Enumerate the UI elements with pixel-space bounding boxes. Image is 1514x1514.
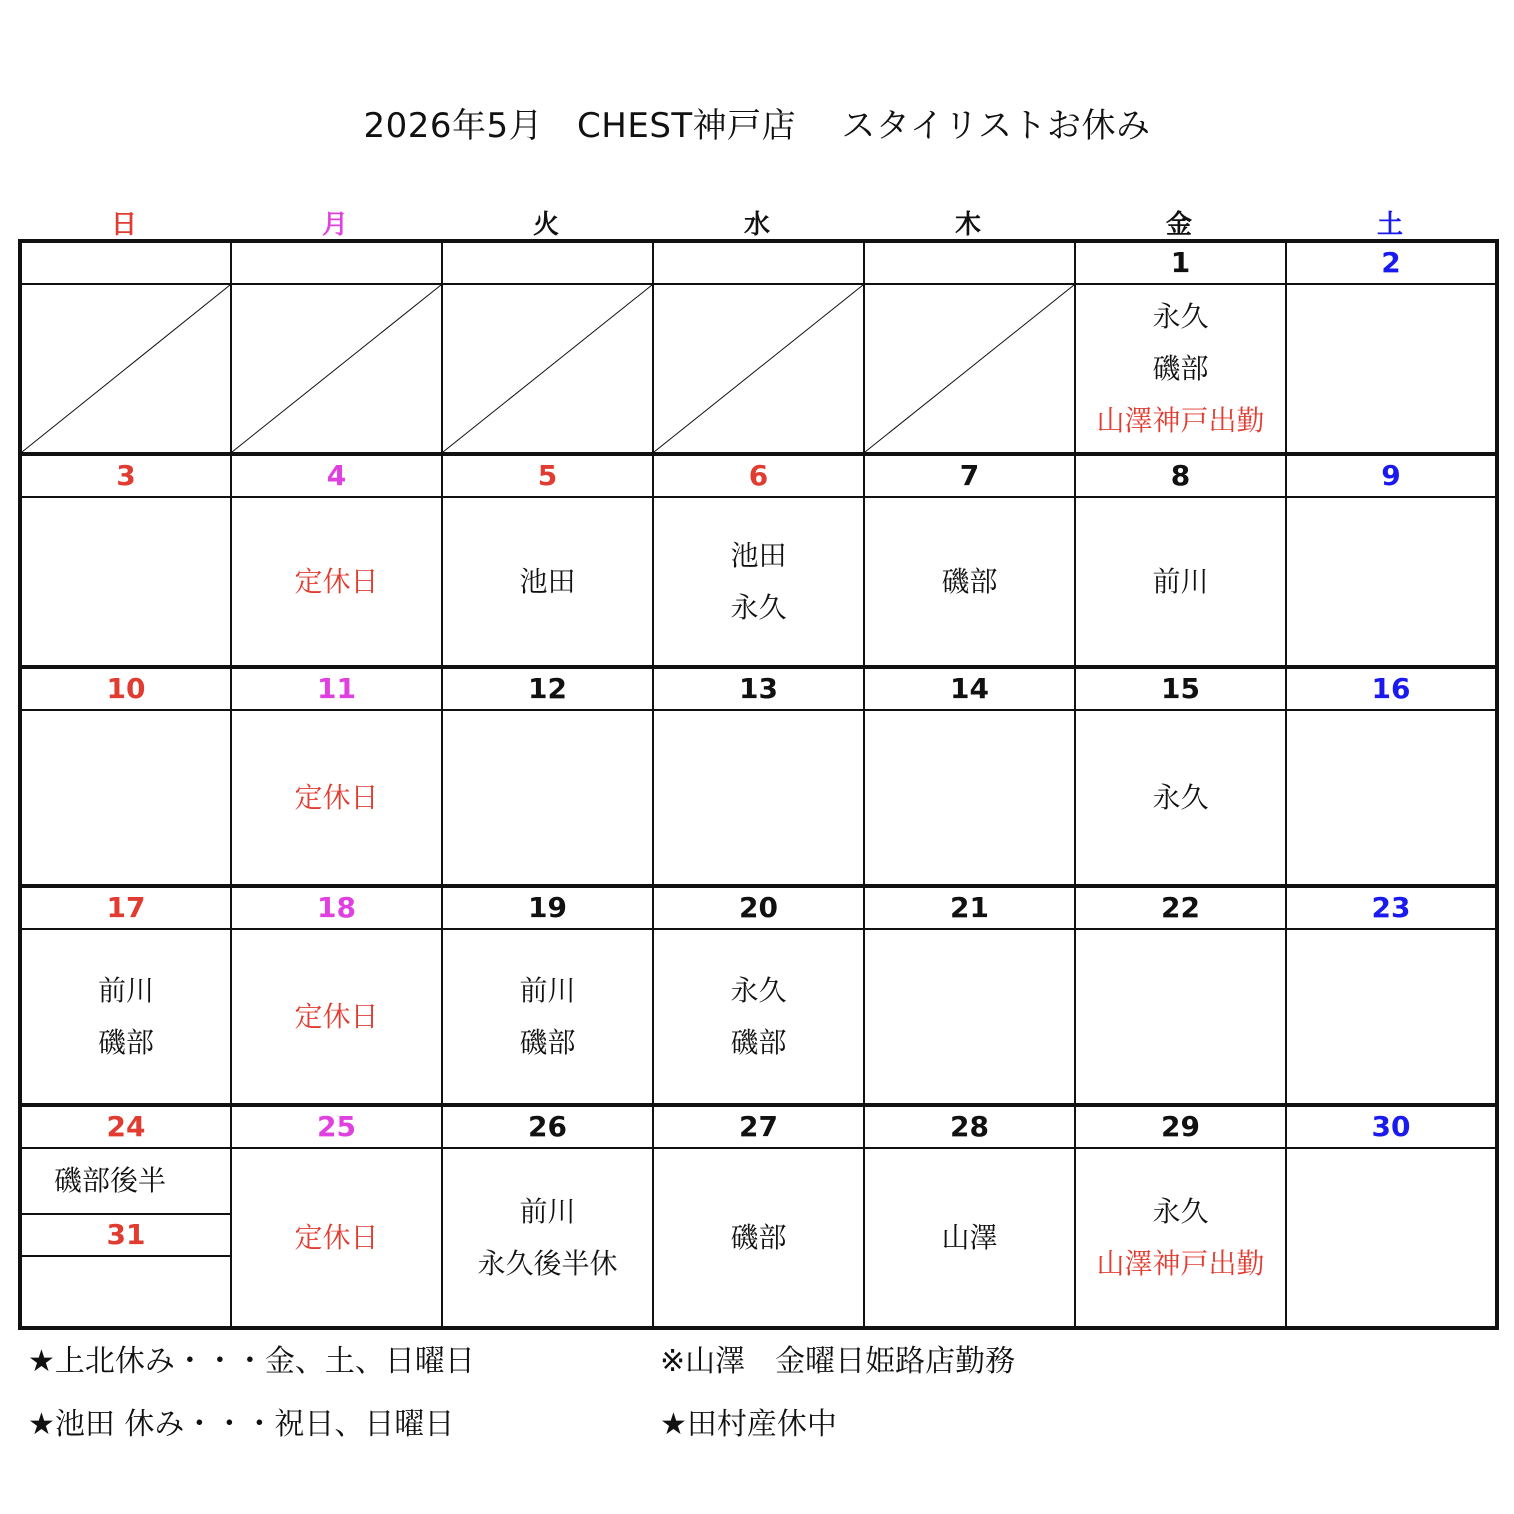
day-number: 28: [864, 1105, 1075, 1148]
day-cell: [1075, 497, 1286, 667]
day-number: [442, 241, 653, 284]
day-cell: [864, 1148, 1075, 1328]
day-cell: [1075, 284, 1286, 454]
day-cell: [864, 929, 1075, 1105]
day-number: 17: [20, 886, 231, 929]
day-number: 2: [1286, 241, 1497, 284]
day-number: 30: [1286, 1105, 1497, 1148]
day-number: 10: [20, 667, 231, 710]
day-number: 22: [1075, 886, 1286, 929]
empty-day-cell: [20, 284, 231, 454]
day-number: 31: [22, 1215, 230, 1257]
day-cell: [653, 710, 864, 886]
day-cell: [231, 710, 442, 886]
day-entry: 池田: [519, 564, 576, 598]
day-number: 24: [20, 1105, 231, 1148]
slash-line: [865, 285, 1074, 452]
day-number: 18: [231, 886, 442, 929]
day-cell: [442, 497, 653, 667]
day-entry: 山澤: [941, 1220, 998, 1254]
weekday-6: 土: [1376, 210, 1403, 240]
day-cell: [864, 497, 1075, 667]
day-number: 14: [864, 667, 1075, 710]
day-cell: [1286, 710, 1497, 886]
day-number: [20, 241, 231, 284]
day-cell: [231, 929, 442, 1105]
day-cell: [1286, 284, 1497, 454]
day-cell: [20, 1148, 231, 1328]
day-number: 25: [231, 1105, 442, 1148]
day-cell: [1286, 929, 1497, 1105]
day-entry: 前川: [519, 973, 576, 1007]
day-number: 9: [1286, 454, 1497, 497]
slash-line: [232, 285, 441, 452]
day-entry: 前川: [97, 973, 154, 1007]
day-cell: [653, 929, 864, 1105]
day-number: 4: [231, 454, 442, 497]
day-entry: 磯部: [97, 1025, 154, 1059]
weekday-3: 水: [743, 210, 770, 240]
day-number: 6: [653, 454, 864, 497]
day-cell: [20, 497, 231, 667]
day-number: 7: [864, 454, 1075, 497]
day-entry-highlight: 山澤神戸出勤: [1096, 403, 1265, 437]
day-number: 8: [1075, 454, 1286, 497]
empty-day-cell: [653, 284, 864, 454]
day-entry-highlight: 定休日: [294, 780, 379, 814]
day-entry: 磯部: [1152, 351, 1209, 385]
day-entry: 磯部: [730, 1220, 787, 1254]
day-entry-highlight: 定休日: [294, 564, 379, 598]
day-number: 5: [442, 454, 653, 497]
day-entry: 池田: [730, 538, 787, 572]
day-entry: 磯部: [730, 1025, 787, 1059]
day-cell: [1286, 1148, 1497, 1328]
day-number: 16: [1286, 667, 1497, 710]
day-number: 26: [442, 1105, 653, 1148]
slash-line: [443, 285, 652, 452]
day-cell: [20, 710, 231, 886]
day-cell: [1286, 497, 1497, 667]
day-entry: 永久: [730, 590, 787, 624]
day-entry: 永久: [1152, 1194, 1209, 1228]
weekday-2: 火: [532, 210, 559, 240]
day-entry: 永久: [730, 973, 787, 1007]
day-entry: 前川: [519, 1194, 576, 1228]
day-cell: [231, 497, 442, 667]
day-number: 23: [1286, 886, 1497, 929]
day-cell: [442, 1148, 653, 1328]
day-number: 27: [653, 1105, 864, 1148]
day-number: [864, 241, 1075, 284]
day-cell: [653, 497, 864, 667]
day-cell: [20, 929, 231, 1105]
note-ikeda: ★池田 休み・・・祝日、日曜日: [28, 1407, 455, 1442]
day-cell: [864, 710, 1075, 886]
day-entry: 磯部: [941, 564, 998, 598]
note-tamura: ★田村産休中: [660, 1407, 837, 1442]
slash-line: [22, 285, 230, 452]
day-cell: [442, 929, 653, 1105]
day-number: 21: [864, 886, 1075, 929]
day-number: 1: [1075, 241, 1286, 284]
day-entry: 永久後半休: [477, 1246, 618, 1280]
day-cell: [442, 710, 653, 886]
day-number: 12: [442, 667, 653, 710]
note-yamazawa: ※山澤 金曜日姫路店勤務: [660, 1344, 1016, 1379]
day-number: [653, 241, 864, 284]
day-entry-highlight: 定休日: [294, 999, 379, 1033]
weekday-0: 日: [110, 210, 137, 240]
empty-day-cell: [864, 284, 1075, 454]
day-number: 11: [231, 667, 442, 710]
day-entry: 永久: [1152, 299, 1209, 333]
day-number: 19: [442, 886, 653, 929]
day-number: 29: [1075, 1105, 1286, 1148]
day-number: 20: [653, 886, 864, 929]
day-cell: [1075, 929, 1286, 1105]
day-number: 13: [653, 667, 864, 710]
day-number: 3: [20, 454, 231, 497]
day-cell: [653, 1148, 864, 1328]
day-cell: [231, 1148, 442, 1328]
empty-day-cell: [231, 284, 442, 454]
day-cell: [1075, 1148, 1286, 1328]
note-kamikita: ★上北休み・・・金、土、日曜日: [28, 1344, 475, 1379]
day-number: 15: [1075, 667, 1286, 710]
empty-day-cell: [442, 284, 653, 454]
day-entry-highlight: 定休日: [294, 1220, 379, 1254]
day-entry: 前川: [1152, 564, 1209, 598]
day-entry: 磯部後半: [22, 1149, 230, 1215]
weekday-4: 木: [954, 210, 981, 240]
day-cell: [1075, 710, 1286, 886]
day-entry: 永久: [1152, 780, 1209, 814]
day-number: [231, 241, 442, 284]
day-entry-highlight: 山澤神戸出勤: [1096, 1246, 1265, 1280]
page-title: 2026年5月 CHEST神戸店 スタイリストお休み: [363, 106, 1151, 146]
weekday-5: 金: [1165, 210, 1192, 240]
day-entry: 磯部: [519, 1025, 576, 1059]
slash-line: [654, 285, 863, 452]
calendar-grid: [18, 239, 1499, 1330]
weekday-1: 月: [321, 210, 348, 240]
